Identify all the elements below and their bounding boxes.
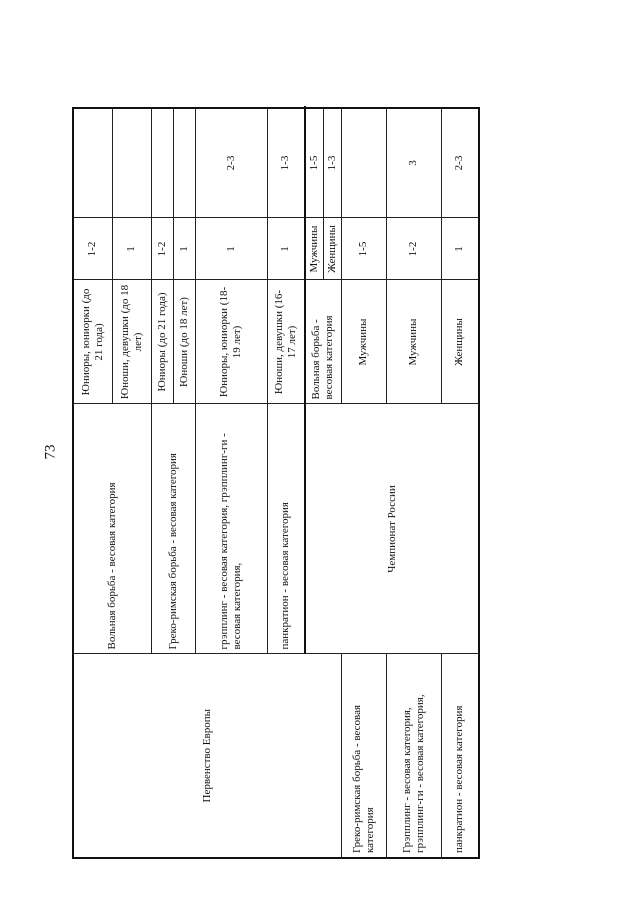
place-cell: 1-3 [323, 108, 341, 218]
extra-place-cell [112, 108, 151, 218]
discipline-cell: панкратион - весовая категория [267, 404, 305, 654]
discipline-cell: панкратион - весовая категория [441, 654, 479, 858]
discipline-cell: Греко-римская борьба - весовая категория [151, 404, 195, 654]
table-row [73, 108, 112, 858]
discipline-cell: грэпплинг - весовая категория, грэпплинг-ги - весовая категория, [195, 404, 267, 654]
place-cell: 1-2 [73, 218, 112, 280]
place-cell: 1-5 [341, 218, 386, 280]
place-cell: 1 [267, 218, 305, 280]
extra-place-cell [151, 108, 173, 218]
discipline-cell: Вольная борьба - весовая категория [305, 280, 341, 404]
extra-place-cell: 2-3 [441, 108, 479, 218]
age-group-cell: Женщины [441, 280, 479, 404]
age-group-cell: Юниоры (до 21 года) [151, 280, 173, 404]
sports-ranking-table [72, 107, 480, 859]
extra-place-cell [341, 108, 386, 218]
age-group-cell: Мужчины [341, 280, 386, 404]
extra-place-cell [73, 108, 112, 218]
place-cell: 1 [195, 218, 267, 280]
discipline-cell: Грэпплинг - весовая категория, грэпплинг-ги - весовая категория, [386, 654, 441, 858]
extra-place-cell: 2-3 [195, 108, 267, 218]
age-group-cell: Мужчины [386, 280, 441, 404]
place-cell: 1 [441, 218, 479, 280]
extra-place-cell [173, 108, 195, 218]
competition-cell: Чемпионат России [305, 404, 479, 654]
competition-cell: Первенство Европы [73, 654, 341, 858]
place-cell: 1-2 [151, 218, 173, 280]
extra-place-cell: 1-3 [267, 108, 305, 218]
rotated-table-container [72, 109, 466, 859]
age-group-cell: Юноши, девушки (до 18 лет) [112, 280, 151, 404]
age-group-cell: Юноши, девушки (16-17 лет) [267, 280, 305, 404]
page-number: 73 [42, 444, 59, 460]
age-group-cell: Юниоры, юниорки (до 21 года) [73, 280, 112, 404]
age-group-cell: Мужчины [305, 218, 323, 280]
age-group-cell: Юниоры, юниорки (18-19 лет) [195, 280, 267, 404]
age-group-cell: Юноши (до 18 лет) [173, 280, 195, 404]
discipline-cell: Вольная борьба - весовая категория [73, 404, 151, 654]
place-cell: 1 [112, 218, 151, 280]
extra-place-cell: 3 [386, 108, 441, 218]
age-group-cell: Женщины [323, 218, 341, 280]
discipline-cell: Греко-римская борьба - весовая категория [341, 654, 386, 858]
place-cell: 1 [173, 218, 195, 280]
place-cell: 1-5 [305, 108, 323, 218]
place-cell: 1-2 [386, 218, 441, 280]
